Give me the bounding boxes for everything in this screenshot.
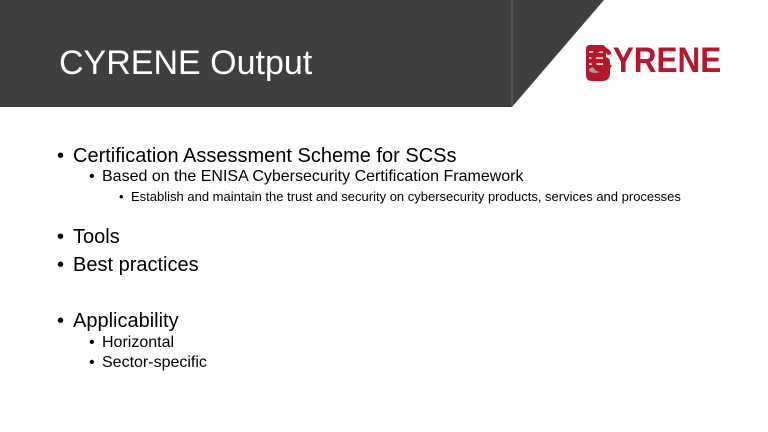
bullet-text: Applicability: [73, 310, 179, 332]
bullet-item: [57, 144, 457, 168]
bullet-item: [89, 333, 175, 353]
bullet-dot-icon: •: [57, 254, 65, 276]
slide-title: CYRENE Output: [59, 44, 313, 82]
bullet-text: Horizontal: [102, 334, 175, 351]
bullet-dot-icon: •: [119, 189, 124, 204]
bullet-dot-icon: •: [57, 145, 65, 167]
bullet-item: [57, 225, 120, 249]
bullet-text: Tools: [73, 226, 120, 248]
bullet-dot-icon: •: [57, 310, 65, 332]
bullet-dot-icon: •: [89, 334, 95, 351]
bullet-text: Sector-specific: [102, 354, 207, 371]
bullet-item: [89, 167, 524, 187]
bullet-item: [57, 253, 199, 277]
bullet-text: Establish and maintain the trust and security on cybersecurity products, services and processes: [131, 189, 681, 204]
bullet-item: [119, 189, 711, 205]
bullet-item: [89, 353, 207, 373]
bullet-dot-icon: •: [89, 168, 95, 185]
bullet-text: Best practices: [73, 254, 199, 276]
bullet-text: Certification Assessment Scheme for SCSs: [73, 145, 457, 167]
bullet-dot-icon: •: [57, 226, 65, 248]
bullet-text: Based on the ENISA Cybersecurity Certification Framework: [102, 168, 524, 185]
bullet-item: [57, 309, 179, 333]
logo-text: CYRENE: [590, 41, 722, 80]
bullet-dot-icon: •: [89, 354, 95, 371]
